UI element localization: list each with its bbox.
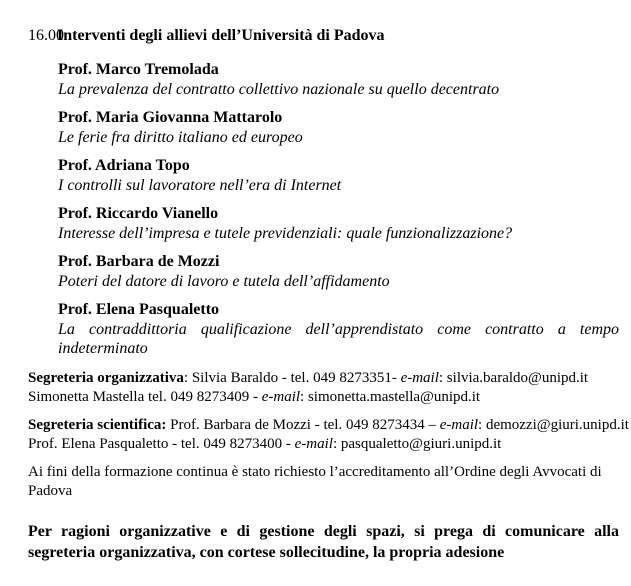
talk-speaker: Prof. Marco Tremolada [58,61,219,78]
secretariat-organizational [28,369,619,408]
text-segment: e-mail [261,389,301,405]
talk-title: Le ferie fra diritto italiano ed europeo [58,128,303,146]
talk-speaker: Prof. Riccardo Vianello [58,205,219,222]
secretariat-scientific [28,416,629,455]
talk-entry [58,108,619,147]
talk-title: Interesse dell’impresa e tutele previdenziali: quale funzionalizzazione? [58,224,513,242]
accreditation-note: Ai fini della formazione continua è stato richiesto l’accreditamento all’Ordine degli Avvocati di Padova [28,463,602,499]
talk-speaker: Prof. Elena Pasqualetto [58,301,220,318]
text-segment: : Silvia Baraldo - tel. 049 8273351- [183,369,401,386]
talk-speaker: Prof. Adriana Topo [58,157,190,174]
talk-speaker: Prof. Maria Giovanna Mattarolo [58,109,283,126]
text-segment: e-mail [439,416,479,433]
text-segment: Prof. Barbara de Mozzi - tel. 049 8273434 – [166,416,440,433]
text-segment: Simonetta Mastella tel. 049 8273409 - [28,389,262,405]
talk-entry [58,300,619,359]
text-segment: e-mail [294,436,333,452]
session-time: 16.00 [28,27,64,44]
session-title: Interventi degli allievi dell’Università di Padova [57,27,385,44]
talk-title: I controlli sul lavoratore nell’era di Internet [58,176,342,194]
secretariat-organizational-line-1 [28,369,619,389]
talk-speaker: Prof. Barbara de Mozzi [58,253,220,270]
talk-title: Poteri del datore di lavoro e tutela dell’affidamento [58,272,390,290]
secretariat-organizational-line-2 [28,388,619,408]
session-header [28,26,619,45]
talk-entry [58,204,619,243]
secretariat-scientific-line-2 [28,435,619,455]
text-segment: : pasqualetto@giuri.unipd.it [332,436,502,452]
text-segment: : demozzi@giuri.unipd.it [478,416,629,433]
secretariat-scientific-line-1 [28,416,629,436]
text-segment: : silvia.baraldo@unipd.it [438,369,589,386]
text-segment: e-mail [400,369,439,386]
talk-entry [58,60,619,99]
text-segment: Segreteria organizzativa [28,369,184,386]
text-segment: Prof. Elena Pasqualetto - tel. 049 8273400 - [28,436,295,452]
talks-list [58,60,619,359]
text-segment: : simonetta.mastella@unipd.it [300,389,481,405]
talk-title: La prevalenza del contratto collettivo nazionale su quello decentrato [58,80,500,98]
talk-entry [58,252,619,291]
talk-title: La contraddittoria qualificazione dell’apprendistato come contratto a tempo indeterminato [58,320,619,357]
talk-entry [58,156,619,195]
attendance-note: Per ragioni organizzative e di gestione degli spazi, si prega di comunicare alla segreteria organizzativa, con cortese sollecitudine, la propria adesione [28,522,619,561]
text-segment: Segreteria scientifica: [28,416,167,433]
